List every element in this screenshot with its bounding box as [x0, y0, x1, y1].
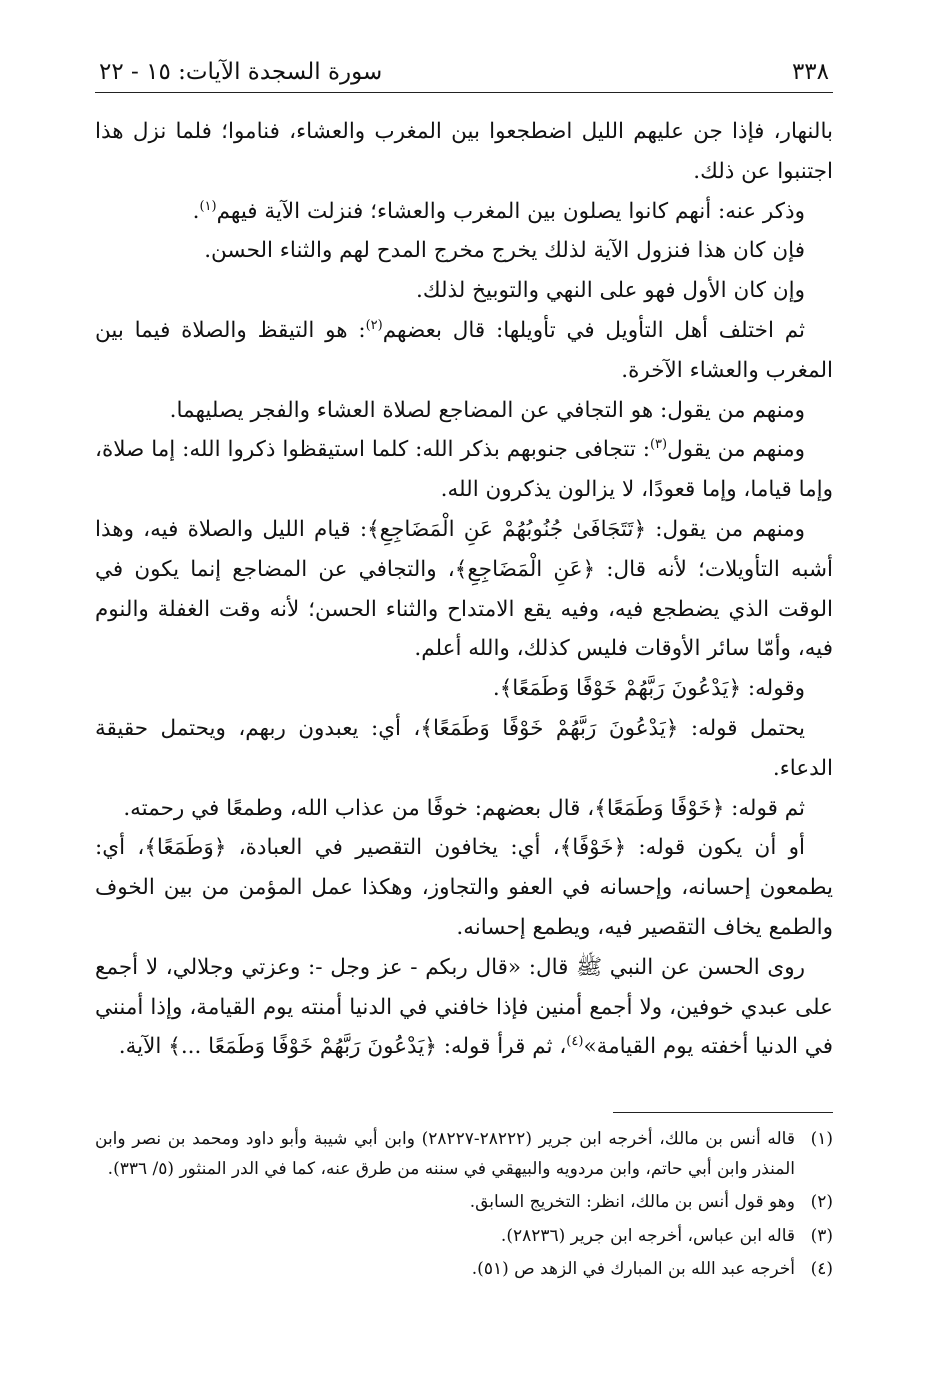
paragraph-text: وذكر عنه: أنهم كانوا يصلون بين المغرب والعشاء؛ فنزلت الآية فيهم [216, 198, 805, 224]
footnote-item [95, 1125, 833, 1184]
footnote-text: أخرجه عبد الله بن المبارك في الزهد ص (٥١). [471, 1259, 795, 1279]
footnote-item [95, 1222, 833, 1252]
footnote-text: قاله أنس بن مالك، أخرجه ابن جرير (٢٨٢٢٢-٢٨٢٢٧) وابن أبي شيبة وأبو داود ومحمد بن نصر وابن المنذر وابن أبي حاتم، وابن مردويه والبيهقي في سننه من طرق عنه، كما في الدر المنثور (٥/ ٣٣٦). [95, 1129, 795, 1179]
footnotes [95, 1125, 833, 1289]
paragraph-7 [95, 430, 833, 510]
paragraph-text: : تتجافى جنوبهم بذكر الله: كلما استيقظوا ذكروا الله: إما صلاة، وإما قياما، وإما قعودًا، لا يزالون يذكرون الله. [95, 437, 833, 503]
page-header [95, 52, 833, 93]
footnote-number: (٤) [810, 1259, 833, 1279]
paragraph-text: روى الحسن عن النبي ﷺ قال: «قال ربكم - عز وجل -: وعزتي وجلالي، لا أجمع على عبدي خوفين، ولا أجمع أمنين فإذا خافني في الدنيا أمنته يوم القيامة، وإذا أمنني في الدنيا أخفته يوم القيامة» [95, 954, 833, 1060]
paragraph-3 [95, 231, 833, 271]
footnote-ref[interactable]: (٣) [649, 437, 668, 453]
paragraph-text: ، ثم قرأ قوله: [436, 1034, 567, 1060]
paragraph-text: ، أي: يعبدون ربهم، ويحتمل حقيقة الدعاء. [95, 715, 833, 781]
quran-quote: ﴿تَتَجَافَىٰ جُنُوبُهُمْ عَنِ الْمَضَاجِعِ﴾ [367, 516, 647, 542]
paragraph-6 [95, 391, 833, 431]
quran-quote: ﴿يَدْعُونَ رَبَّهُمْ خَوْفًا وَطَمَعًا ...﴾ [168, 1034, 437, 1060]
quran-quote: ﴿خَوْفًا﴾ [559, 835, 627, 861]
paragraph-text: ، أي: يطمعون إحسانه، وإحسانه في العفو والتجاوز، وهكذا عمل المؤمن من بين الخوف والطمع يخاف التقصير فيه، ويطمع إحسانه. [95, 835, 833, 940]
paragraph-text: ، أي: يخافون التقصير في العبادة، [226, 835, 560, 861]
paragraph-text: أو أن يكون قوله: [626, 835, 805, 861]
quran-quote: ﴿يَدْعُونَ رَبَّهُمْ خَوْفًا وَطَمَعًا﴾ [420, 715, 679, 741]
paragraph-text: الآية. [118, 1034, 169, 1060]
paragraph-8 [95, 510, 833, 669]
paragraph-9 [95, 669, 833, 709]
paragraph-text: بالنهار، فإذا جن عليهم الليل اضطجعوا بين المغرب والعشاء، فناموا؛ فلما نزل هذا اجتنبوا عن ذلك. [95, 119, 833, 184]
paragraph-10 [95, 709, 833, 789]
paragraph-text: : قيام الليل والصلاة فيه، وهذا أشبه التأويلات؛ لأنه قال: [95, 516, 834, 582]
paragraph-text: يحتمل قوله: [678, 715, 806, 741]
paragraph-text: ومنهم من يقول [667, 437, 806, 463]
quran-quote: ﴿خَوْفًا وَطَمَعًا﴾ [594, 795, 725, 821]
paragraph-text: . [192, 198, 200, 224]
footnote-number: (٢) [810, 1192, 833, 1212]
paragraph-13 [95, 948, 833, 1067]
paragraph-text: ثم اختلف أهل التأويل في تأويلها: قال بعضهم [382, 317, 805, 343]
footnote-item [95, 1255, 833, 1285]
paragraph-12 [95, 828, 833, 947]
paragraph-1 [95, 112, 833, 192]
paragraph-5 [95, 311, 833, 391]
paragraph-text: ثم قوله: [724, 795, 805, 821]
running-title: سورة السجدة الآيات: ١٥ - ٢٢ [99, 59, 383, 85]
quran-quote: ﴿عَنِ الْمَضَاجِعِ﴾ [454, 556, 596, 582]
footnote-text: وهو قول أنس بن مالك، انظر: التخريج السابق. [469, 1192, 795, 1212]
page-number: ٣٣٨ [791, 59, 829, 85]
footnote-number: (١) [810, 1129, 833, 1149]
paragraph-text: وقوله: [741, 676, 805, 702]
footnote-ref[interactable]: (٢) [365, 317, 383, 333]
footnote-number: (٣) [810, 1225, 833, 1246]
footnote-text: قاله ابن عباس، أخرجه ابن جرير (٢٨٢٣٦). [500, 1225, 795, 1246]
quran-quote: ﴿يَدْعُونَ رَبَّهُمْ خَوْفًا وَطَمَعًا﴾ [499, 676, 742, 702]
paragraph-2 [95, 192, 833, 232]
paragraph-text: ومنهم من يقول: هو التجافي عن المضاجع لصلاة العشاء والفجر يصليهما. [169, 397, 805, 423]
paragraph-text: : هو التيقظ والصلاة فيما بين المغرب والعشاء الآخرة. [95, 317, 833, 383]
footnote-ref[interactable]: (٤) [566, 1034, 584, 1050]
paragraph-text: ومنهم من يقول: [646, 516, 805, 542]
paragraph-text: ، قال بعضهم: خوفًا من عذاب الله، وطمعًا في رحمته. [123, 795, 595, 821]
quran-quote: ﴿وَطَمَعًا﴾ [144, 835, 227, 861]
paragraph-text: ، والتجافي عن المضاجع إنما يكون في الوقت الذي يضطجع فيه، وفيه يقع الامتداح والثناء الحسن؛ لأنه وقت الغفلة والنوم فيه، وأمّا سائر الأوقات فليس كذلك، والله أعلم. [95, 556, 833, 662]
footnote-item [95, 1188, 833, 1218]
paragraph-text: . [492, 676, 500, 702]
paragraph-4 [95, 271, 833, 311]
paragraph-text: وإن كان الأول فهو على النهي والتوبيخ لذلك. [416, 278, 805, 304]
paragraph-text: فإن كان هذا فنزول الآية لذلك يخرج مخرج المدح لهم والثناء الحسن. [204, 238, 805, 264]
footnote-divider [613, 1112, 833, 1113]
paragraph-11 [95, 789, 833, 829]
footnote-ref[interactable]: (١) [199, 198, 217, 214]
main-text [95, 112, 833, 1067]
